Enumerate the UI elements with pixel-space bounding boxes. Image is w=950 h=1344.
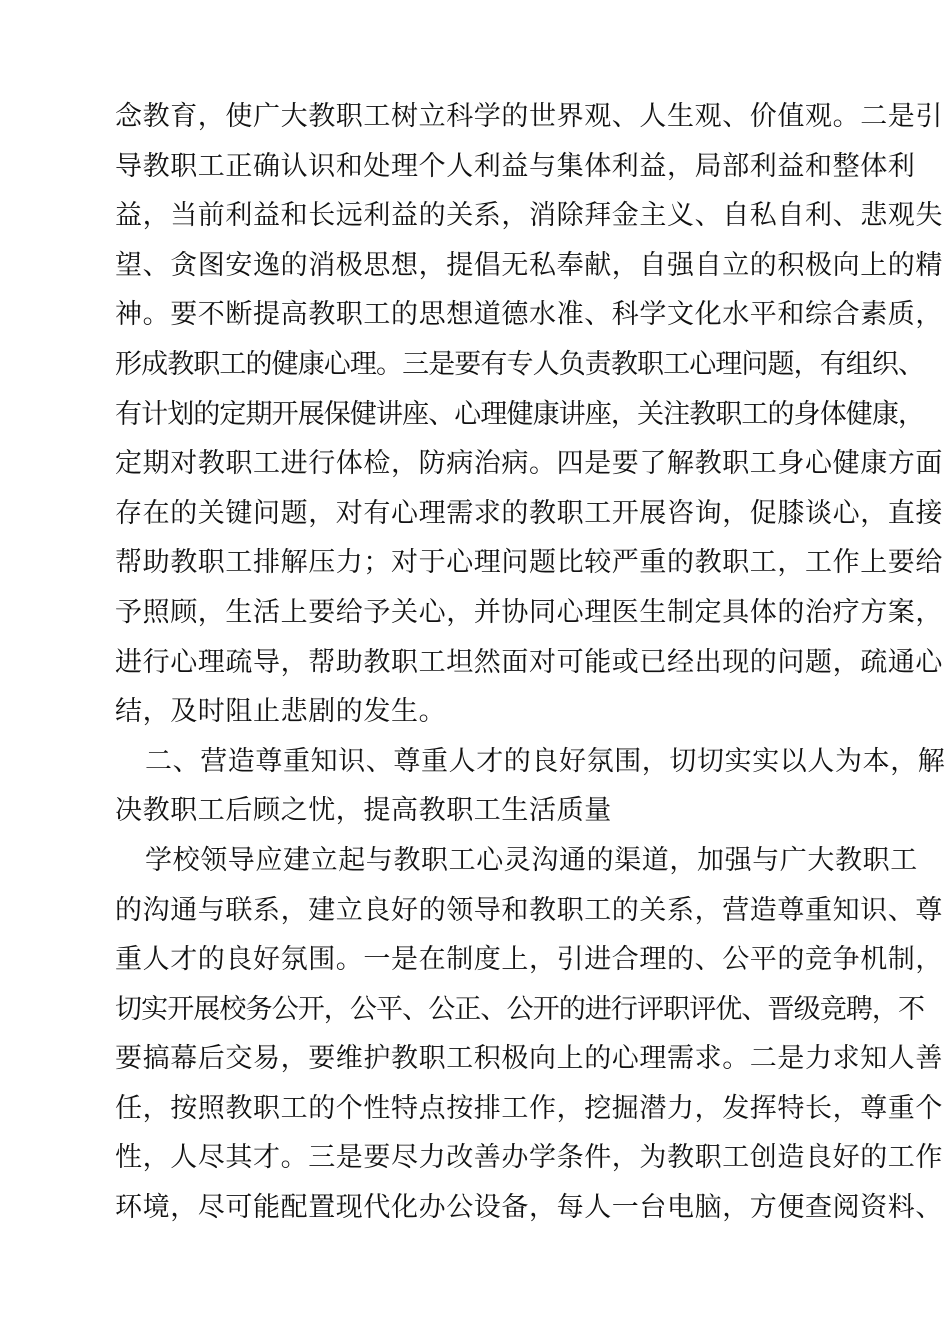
section-heading-two [115,737,946,836]
paragraph-respect-talent [115,836,943,1233]
text-line: 形成教职工的健康心理。三是要有专人负责教职工心理问题，有组织、 [115,348,925,380]
text-line: 存在的关键问题，对有心理需求的教职工开展咨询，促膝谈心，直接 [115,497,943,529]
text-line: 念教育，使广大教职工树立科学的世界观、人生观、价值观。二是引 [115,101,943,132]
heading-line: 二、营造尊重知识、尊重人才的良好氛围，切切实实以人为本，解 [145,745,946,777]
text-line: 帮助教职工排解压力；对于心理问题比较严重的教职工，工作上要给 [115,547,943,579]
text-line: 予照顾，生活上要给予关心，并协同心理医生制定具体的治疗方案， [115,596,943,628]
text-line: 重人才的良好氛围。一是在制度上，引进合理的、公平的竞争机制， [115,944,943,976]
heading-line: 决教职工后顾之忧，提高教职工生活质量 [115,795,612,827]
text-line: 要搞幕后交易，要维护教职工积极向上的心理需求。二是力求知人善 [115,1043,943,1075]
text-line: 任，按照教职工的个性特点按排工作，挖掘潜力，发挥特长，尊重个 [115,1092,943,1124]
text-line: 结，及时阻止悲剧的发生。 [115,696,447,728]
text-line: 切实开展校务公开，公平、公正、公开的进行评职评优、晋级竞聘，不 [115,993,925,1025]
document-body [115,92,946,1233]
text-line: 望、贪图安逸的消极思想，提倡无私奉献，自强自立的积极向上的精 [115,249,943,281]
paragraph-mental-health-measures [115,92,943,737]
text-line: 的沟通与联系，建立良好的领导和教职工的关系，营造尊重知识、尊 [115,894,943,926]
text-line: 导教职工正确认识和处理个人利益与集体利益，局部利益和整体利 [115,150,916,182]
text-line: 进行心理疏导，帮助教职工坦然面对可能或已经出现的问题，疏通心 [115,646,943,678]
text-line: 神。要不断提高教职工的思想道德水准、科学文化水平和综合素质， [115,299,943,331]
text-line: 性，人尽其才。三是要尽力改善办学条件，为教职工创造良好的工作 [115,1142,943,1174]
text-line: 定期对教职工进行体检，防病治病。四是要了解教职工身心健康方面 [115,448,943,480]
text-line: 学校领导应建立起与教职工心灵沟通的渠道，加强与广大教职工 [145,844,918,876]
text-line: 益，当前利益和长远利益的关系，消除拜金主义、自私自利、悲观失 [115,200,943,232]
text-line: 环境，尽可能配置现代化办公设备，每人一台电脑，方便查阅资料、 [115,1192,943,1224]
text-line: 有计划的定期开展保健讲座、心理健康讲座，关注教职工的身体健康， [115,398,925,430]
